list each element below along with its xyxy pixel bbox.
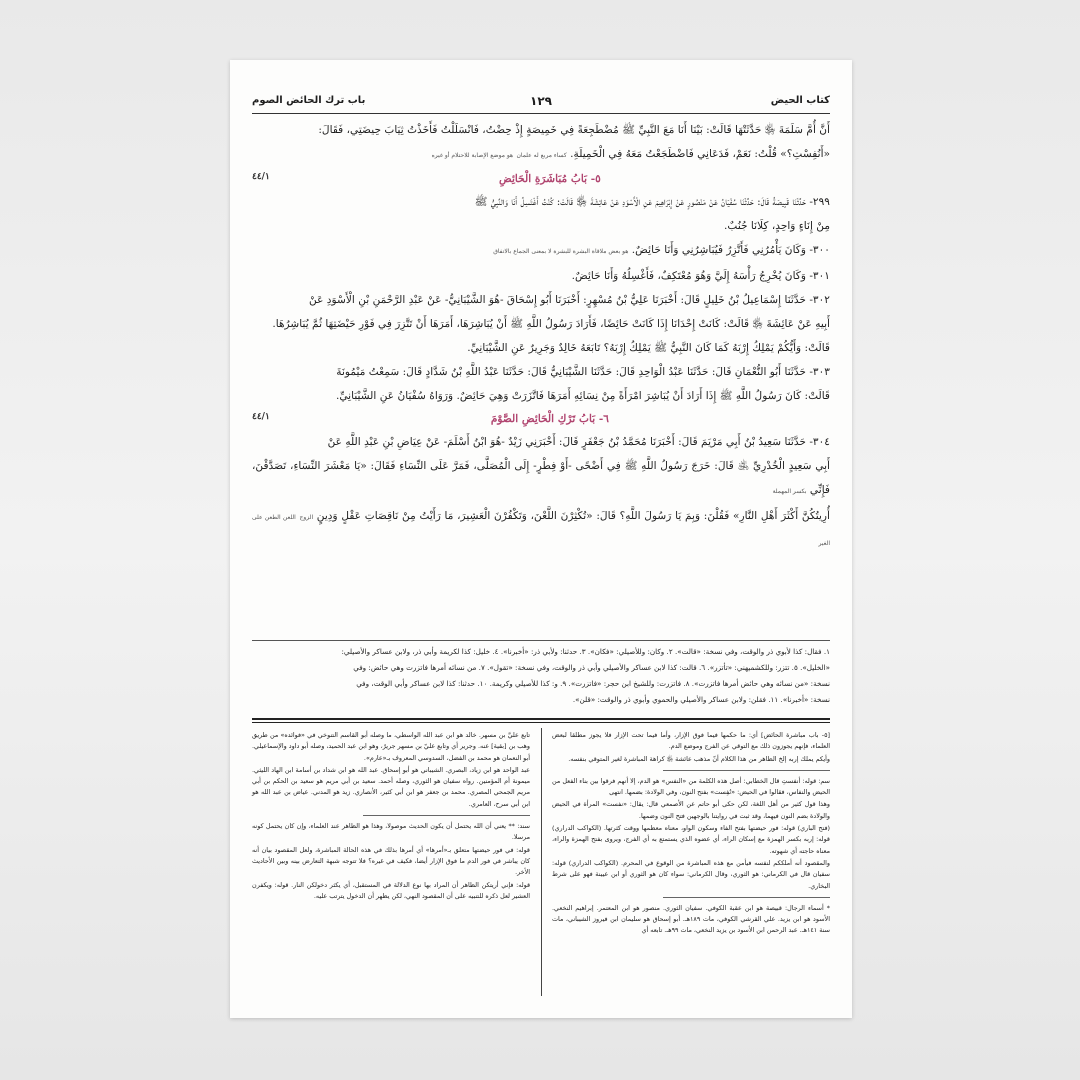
separator bbox=[363, 815, 530, 816]
gloss-note: كساء مربع له علمان bbox=[516, 152, 567, 159]
commentary-paragraph: (فتح الباري) قوله: فور حيضتها بفتح الفاء وسكون الواو، معناه معظمها ووقت كثرتها. (الكواكب الدراري) قوله: إربه بكسر الهمزة مع إسكان الراء، أي عضوه الذي يستمتع به أي الفرج، ويروى بفتح الهمزة والراء، معناه حاجته أي شهوته. bbox=[552, 824, 830, 855]
commentary-left-column bbox=[252, 730, 530, 903]
hadith-301: ٣٠١- وَكَانَ يُخْرِجُ رَأْسَهُ إِلَيَّ وَهُوَ مُعْتَكِفٌ، فَأَغْسِلُهُ وَأَنَا حَائِضٌ. bbox=[571, 270, 830, 282]
commentary-paragraph: عبد الواحد هو ابن زياد، البصري. الشيباني هو أبو إسحاق. عبد الله هو ابن شداد بن أسامة ابن الهاد الليثي. ميمونة أم المؤمنين. رواه سفيان هو الثوري، وصله أحمد. سعيد بن أبي مريم هو سعيد بن الحكم بن أبي مريم الجمحي المصري. محمد بن جعفر هو ابن أبي كثير، الأنصاري. زيد هو المدني. عياض بن عبد الله هو ابن أبي سرح، العامري. bbox=[252, 765, 530, 808]
running-header bbox=[252, 95, 830, 111]
chapter-heading-5: ٤٤/١ ٥- بَابُ مُبَاشَرَةِ الْحَائِضِ bbox=[252, 168, 830, 190]
commentary-paragraph: سم: قوله: أنفستِ قال الخطابي: أصل هذه الكلمة من «النفس» هو الدم، إلا أنهم فرقوا بين بناء الفعل من الحيض والنفاس، فقالوا في الحيض: «نُفِست» بفتح النون، وفي الولادة: بضمها. انتهى bbox=[552, 776, 830, 797]
page-number: ١٢٩ bbox=[530, 94, 552, 108]
hadith-302: ٣٠٢- حَدَّثَنَا إِسْمَاعِيلُ بْنُ خَلِيلٍ قَالَ: أَخْبَرَنَا عَلِيُّ بْنُ مُسْهِرٍ: أَخْبَرَنَا أَبُو إِسْحَاقَ -هُوَ الشَّيْبَانِيُّ- عَنْ عَبْدِ الرَّحْمَنِ بْنِ الْأَسْوَدِ عَنْ bbox=[309, 294, 830, 306]
text-line: قَالَتْ: كَانَ رَسُولُ اللَّهِ ﷺ إِذَا أَرَادَ أَنْ يُبَاشِرَ امْرَأَةً مِنْ نِسَائِهِ أَمَرَهَا فَاتَّزَرَتْ وَهِيَ حَائِضٌ. وَرَوَاهُ سُفْيَانُ عَنِ الشَّيْبَانِيِّ. bbox=[335, 390, 830, 402]
volume-ref: ٤٤/١ bbox=[252, 412, 270, 422]
text-line: مِنْ إِنَاءٍ وَاحِدٍ، كِلَانَا جُنُبٌ. bbox=[724, 220, 830, 232]
variant-line: ١. فقال: كذا لأبوي ذر والوقت، وفي نسخة: «قالت». ٢. وكان: وللأصيلي: «فكان». ٣. حدثنا: ولأبي ذر: «أخبرنا». ٤. خليل: كذا لكريمة وأبي ذر، ولابن عساكر والأصيلي: bbox=[341, 647, 830, 656]
header-rule bbox=[252, 113, 830, 114]
text-line: أُرِيتُكُنَّ أَكْثَرَ أَهْلِ النَّارِ» فَقُلْنَ: وَبِمَ يَا رَسُولَ اللَّهِ؟ قَالَ: «تُكْثِرْنَ اللَّعْنَ، وَتَكْفُرْنَ الْعَشِيرَ، مَا رَأَيْتُ مِنْ نَاقِصَاتِ عَقْلٍ وَدِينٍ الزوج اللعن الطعن على الغير bbox=[252, 510, 830, 547]
variants-rule bbox=[252, 640, 830, 641]
main-text bbox=[252, 118, 830, 556]
book-title: كتاب الحيض bbox=[770, 95, 830, 106]
commentary-right-column bbox=[552, 730, 830, 938]
gloss-note: اللعن الطعن على الغير bbox=[252, 514, 830, 547]
volume-ref: ٤٤/١ bbox=[252, 172, 270, 182]
variant-line: نسخة: «من نسائه وهي حائض أمرها فاتزرت». ٨. فاتزرت: وللشيخ ابن حجر: «فاتزرت». ٩. و: كذا للأصيلي وكريمة. ١٠. حدثنا: كذا لابن عساكر وأبي الوقت، وفي bbox=[356, 679, 830, 688]
hadith-300: ٣٠٠- وَكَانَ يَأْمُرُنِي فَأَتَّزِرُ فَيُبَاشِرُنِي وَأَنَا حَائِضٌ. هو بعض ملاقاة البشرة للبشرة لا بمعنى الجماع بالاتفاق bbox=[493, 244, 830, 256]
commentary-paragraph: والمقصود أنه أملككم لنفسه فيأمن مع هذه المباشرة من الوقوع في المحرم. (الكواكب الدراري) قوله: سفيان قال في الكرماني: هو الثوري، وقال الكرماني: سواء كان هو الثوري أو ابن عيينة فهو على شرط البخاري. bbox=[552, 858, 830, 890]
text-line: أَنَّ أُمَّ سَلَمَةَ ﵂ حَدَّثَتْهَا قَالَتْ: بَيْنَا أَنَا مَعَ النَّبِيِّ ﷺ مُضْطَجِعَةً فِي خَمِيصَةٍ إِذْ حِضْتُ، فَانْسَلَلْتُ فَأَخَذْتُ ثِيَابَ حِيضَتِي، فَقَالَ: bbox=[318, 124, 830, 136]
commentary-paragraph: * أسماء الرجال: قبيصة هو ابن عقبة الكوفي. سفيان الثوري. منصور هو ابن المعتمر. إبراهيم النخعي. الأسود هو ابن يزيد. علي القرشي الكوفي، مات ١٨٩هـ. أبو إسحاق هو سليمان ابن فيروز الشيباني، مات سنة ١٤١هـ. عبد الرحمن ابن الأسود بن يزيد النخعي، مات ٩٩هـ. تابعه أي bbox=[552, 903, 830, 935]
commentary-paragraph: قوله: في فور حيضتها متعلق بـ«أمرها» أي أمرها بذلك في هذه الحالة المباشرة، ولعل المقصود بيان أنه كان يباشر في فور الدم ما فوق الإزار أيضا، فكيف في غيره؟ فلا تتوجه شبهة التعارض بينه وبين الأحاديث الأخر. bbox=[252, 845, 530, 877]
chapter-title: باب ترك الحائض الصوم bbox=[252, 95, 366, 106]
variant-line: نسخة: «أخبرنا». ١١. فقلن: ولابن عساكر والأصيلي والحموي وأبوي ذر والوقت: «قلن». bbox=[572, 695, 830, 704]
commentary-rule bbox=[252, 718, 830, 720]
textual-variants bbox=[252, 644, 830, 708]
gloss-note: الزوج bbox=[299, 514, 314, 521]
text-line: أَبِيهِ عَنْ عَائِشَةَ ﵂ قَالَتْ: كَانَتْ إِحْدَانَا إِذَا كَانَتْ حَائِضًا، فَأَرَادَ رَسُولُ اللَّهِ ﷺ أَنْ يُبَاشِرَهَا، أَمَرَهَا أَنْ تَتَّزِرَ فِي فَوْرِ حَيْضَتِهَا ثُمَّ يُبَاشِرُهَا. bbox=[272, 318, 830, 330]
commentary-paragraph: وهذا قول كثير من أهل اللغة، لكن حكى أبو حاتم عن الأصمعي قال: يقال: «نفست» المرأة في الحيض والولادة بضم النون فيهما، وقد ثبت في روايتنا بالوجهين فتح النون وضمها. bbox=[552, 800, 830, 820]
hadith-303: ٣٠٣- حَدَّثَنَا أَبُو النُّعْمَانِ قَالَ: حَدَّثَنَا عَبْدُ الْوَاحِدِ قَالَ: حَدَّثَنَا الشَّيْبَانِيُّ قَالَ: حَدَّثَنَا عَبْدُ اللَّهِ بْنُ شَدَّادٍ قَالَ: سَمِعْتُ مَيْمُونَةَ bbox=[336, 366, 830, 378]
chapter-heading-6: ٤٤/١ ٦- بَابُ تَرْكِ الْحَائِضِ الصَّوْمَ bbox=[252, 408, 830, 430]
commentary-rule bbox=[252, 722, 830, 723]
text-line: قَالَتْ: وَأَيُّكُمْ يَمْلِكُ إِرْبَهُ كَمَا كَانَ النَّبِيُّ ﷺ يَمْلِكُ إِرْبَهُ؟ تَابَعَهُ خَالِدٌ وَجَرِيرٌ عَنِ الشَّيْبَانِيِّ. bbox=[467, 342, 830, 354]
hadith-304: ٣٠٤- حَدَّثَنَا سَعِيدُ بْنُ أَبِي مَرْيَمَ قَالَ: أَخْبَرَنَا مُحَمَّدُ بْنُ جَعْفَرٍ قَالَ: أَخْبَرَنِي زَيْدٌ -هُوَ ابْنُ أَسْلَمَ- عَنْ عِيَاضِ بْنِ عَبْدِ اللَّهِ عَنْ bbox=[327, 436, 830, 448]
commentary-paragraph: قوله: فإني أريتكن الظاهر أن المراد بها نوع الدلالة في المستقبل، أي يكثر دخولكن النار. قوله: ويكفرن العشير لعل ذكره للتنبيه على أن المقصود النهي، لكن يظهر أن الدخول يترتب عليه. bbox=[252, 880, 530, 900]
column-divider bbox=[541, 728, 542, 996]
gloss-note: هو موضع الإصابة للاحتلام أو غيره bbox=[431, 152, 514, 159]
text-line: أَبِي سَعِيدٍ الْخُدْرِيِّ ﵁ قَالَ: خَرَجَ رَسُولُ اللَّهِ ﷺ فِي أَضْحًى -أَوْ فِطْرٍ- إِلَى الْمُصَلَّى، فَمَرَّ عَلَى النِّسَاءِ فَقَالَ: «يَا مَعْشَرَ النِّسَاءِ، تَصَدَّقْنَ، فَإِنِّي بكسر المهملة bbox=[252, 460, 830, 496]
separator bbox=[663, 770, 830, 771]
commentary-paragraph: سند: ** يعني أن الله يحتمل أن يكون الحديث موصولا، وهذا هو الظاهر عند العلماء، وإن كان يحتمل كونه مرسلا. bbox=[252, 822, 530, 842]
commentary-paragraph: وأيكم يملك إربه إلخ الظاهر من هذا الكلام أنّ مذهب عائشة ﵂ كراهة المباشرة لغير المتوقي بنفسه. bbox=[568, 754, 830, 763]
separator bbox=[663, 897, 830, 898]
commentary-paragraph: [٥- باب مباشرة الحائض] أي: ما حكمها فيما فوق الإزار، وأما فيما تحت الإزار فلا يجوز مطلقا لبعض العلماء، فإنهم يجوزون ذلك مع التوقي عن الفرج وموضع الدم. bbox=[552, 731, 830, 751]
book-page bbox=[230, 60, 852, 1018]
variant-line: «الخليل». ٥. تتزر: وللكشميهني: «تأتزر». ٦. قالت: كذا لابن عساكر والأصيلي وأبي ذر والوقت، وفي نسخة: «تقول». ٧. من نسائه أمرها فاتزرت وهي حائض: وفي bbox=[353, 663, 830, 672]
hadith-299: ٢٩٩- حَدَّثَنَا قَبِيصَةُ قَالَ: حَدَّثَنَا سُفْيَانُ عَنْ مَنْصُورٍ عَنْ إِبْرَاهِيمَ عَنِ الْأَسْوَدِ عَنْ عَائِشَةَ ﵂ قَالَتْ: كُنْتُ أَغْتَسِلُ أَنَا وَالنَّبِيُّ ﷺ bbox=[474, 196, 830, 208]
gloss-note: هو بعض ملاقاة البشرة للبشرة لا بمعنى الجماع بالاتفاق bbox=[493, 248, 629, 255]
gloss-note: بكسر المهملة bbox=[772, 488, 807, 495]
text-line: «أَنُفِسْتِ؟» قُلْتُ: نَعَمْ، فَدَعَانِي فَاضْطَجَعْتُ مَعَهُ فِي الْخَمِيلَةِ. كساء مربع له علمان هو موضع الإصابة للاحتلام أو غيره bbox=[431, 148, 830, 160]
commentary-paragraph: تابع عليَّ بن مسهر. خالد هو ابن عبد الله الواسطي، ما وصله أبو القاسم التنوخي في «فوائده» من طريق وهب بن [بقية] عنه. وجرير أي وتابع عليّ بن مسهر جريرٌ، وهو ابن عبد الحميد، وصله أبو داود والإسماعيلي. أبو النعمان هو محمد بن الفضل، السدوسي المعروف بـ«عارم». bbox=[252, 731, 530, 762]
